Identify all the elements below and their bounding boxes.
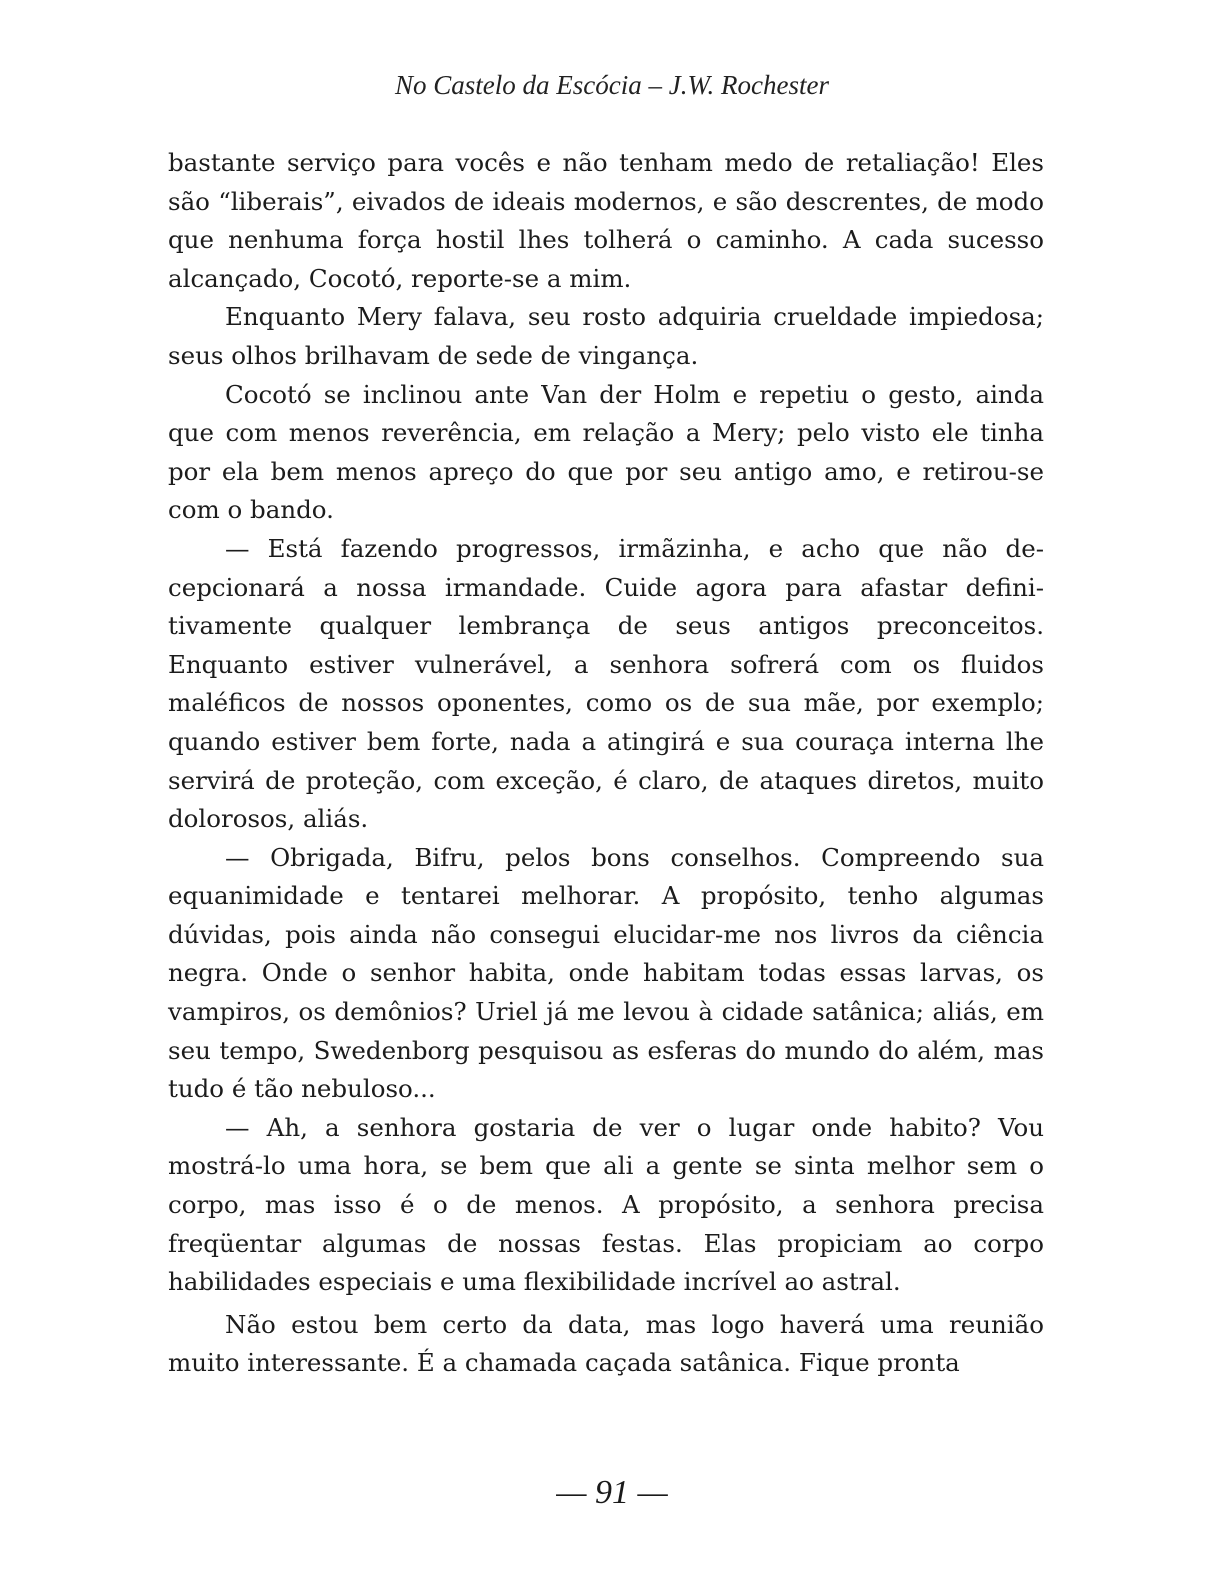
paragraph-3: Cocotó se inclinou ante Van der Holm e repetiu o gesto, ainda que com menos reverência, em relação a Mery; pelo visto ele tinha por ela bem menos apreço do que por seu antigo amo, e retirou-se com o bando. — [168, 379, 1044, 525]
paragraph-6: — Ah, a senhora gostaria de ver o lugar onde habito? Vou mostrá-lo uma hora, se bem que ali a gente se sinta melhor sem o corpo, mas isso é o de menos. A propósito, a senhora precisa freqüentar algumas de nossas festas. Elas propiciam ao corpo habilidades especiais e uma flexibilidade incrível ao astral. — [168, 1112, 1044, 1297]
paragraph-4: — Está fazendo progressos, irmãzinha, e acho que não decepcionará a nossa irmandade. Cuide agora para afastar definitivamente qualquer lembrança de seus antigos preconceitos. Enquanto estiver vulnerável, a senhora sofrerá com os fluidos maléficos de nossos oponentes, como os de sua mãe, por exemplo; quando estiver bem forte, nada a atingirá e sua couraça interna lhe servirá de proteção, com exceção, é claro, de ataques diretos, muito dolorosos, aliás. — [168, 533, 1044, 834]
paragraph-2: Enquanto Mery falava, seu rosto adquiria crueldade impiedosa; seus olhos brilhavam de sede de vingança. — [168, 302, 1044, 370]
paragraph-1: bastante serviço para vocês e não tenham medo de retaliação! Eles são “liberais”, eivados de ideais modernos, e são descrentes, de modo que nenhuma força hostil lhes tolherá o caminho. A cada sucesso alcançado, Cocotó, reporte-se a mim. — [168, 148, 1044, 293]
paragraph-5: — Obrigada, Bifru, pelos bons conselhos. Compreendo sua equanimidade e tentarei melhorar. A propósito, tenho algumas dúvidas, pois ainda não consegui elucidar-me nos livros da ciência negra. Onde o senhor habita, onde habitam todas essas larvas, os vampiros, os demônios? Uriel já me levou à cidade satânica; aliás, em seu tempo, Swedenborg pesquisou as esferas do mundo do além, mas tudo é tão nebuloso... — [168, 842, 1044, 1104]
paragraph-7: Não estou bem certo da data, mas logo haverá uma reunião muito interessante. É a chamada caçada satânica. Fique pronta — [168, 1309, 1044, 1378]
page-number: — 91 — — [556, 1474, 668, 1511]
running-header: No Castelo da Escócia – J.W. Rochester — [395, 70, 829, 100]
page-body-text — [168, 144, 1044, 1383]
